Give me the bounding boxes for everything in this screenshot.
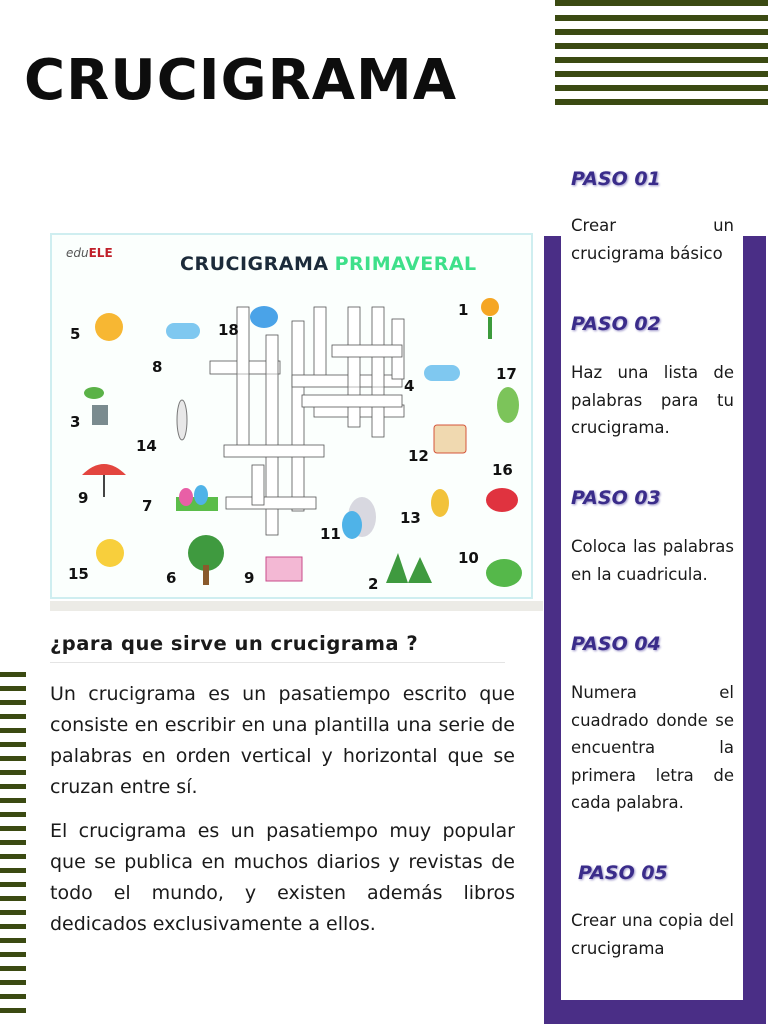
clue-number-11: 11	[320, 525, 341, 543]
step-4-text: Numera el cuadrado donde se encuentra la primera letra de cada palabra.	[571, 683, 734, 812]
edu-ele-logo: eduELE	[66, 246, 113, 260]
image-shadow	[50, 601, 543, 611]
step-2-heading: PASO 02	[571, 313, 661, 335]
steps-panel	[561, 150, 743, 1000]
page-title: CRUCIGRAMA	[24, 48, 458, 113]
crossword-image	[50, 233, 533, 599]
step-5-text: Crear una copia del crucigrama	[571, 911, 734, 958]
question-underline	[50, 662, 505, 663]
clue-number-10: 10	[458, 549, 479, 567]
clue-number-1: 1	[458, 301, 469, 319]
clue-number-13: 13	[400, 509, 421, 527]
clue-number-7: 7	[142, 497, 153, 515]
clue-number-18: 18	[218, 321, 239, 339]
clue-number-2: 2	[368, 575, 379, 593]
section-question: ¿para que sirve un crucigrama ?	[50, 632, 419, 655]
step-3-heading: PASO 03	[571, 487, 661, 509]
clue-number-9a: 9	[78, 489, 89, 507]
paragraph-2: El crucigrama es un pasatiempo muy popular que se publica en muchos diarios y revistas de todo el mundo, y existen además libros dedicados exclusivamente a ellos.	[50, 820, 515, 935]
clue-number-12: 12	[408, 447, 429, 465]
clue-number-8: 8	[152, 358, 163, 376]
clue-number-16: 16	[492, 461, 513, 479]
clue-number-9b: 9	[244, 569, 255, 587]
clue-number-5: 5	[70, 325, 81, 343]
crossword-grid	[52, 235, 531, 597]
step-4-heading: PASO 04	[571, 633, 661, 655]
clue-number-17: 17	[496, 365, 517, 383]
clue-number-6: 6	[166, 569, 177, 587]
paragraph-1: Un crucigrama es un pasatiempo escrito que consiste en escribir en una plantilla una serie de palabras en orden vertical y horizontal que se cruzan entre sí.	[50, 683, 515, 798]
clue-number-15: 15	[68, 565, 89, 583]
step-3-text: Coloca las palabras en la cuadricula.	[571, 537, 734, 584]
step-2-text: Haz una lista de palabras para tu crucigrama.	[571, 363, 734, 437]
clue-number-3: 3	[70, 413, 81, 431]
decorative-stripes-top	[555, 0, 768, 108]
step-1-text: Crear un crucigrama básico	[571, 216, 734, 263]
step-1-heading: PASO 01	[571, 168, 661, 190]
decorative-stripes-bottom	[0, 672, 26, 1022]
clue-number-14: 14	[136, 437, 157, 455]
step-5-heading: PASO 05	[578, 862, 668, 884]
crossword-title: CRUCIGRAMA PRIMAVERAL	[180, 253, 477, 275]
clue-number-4: 4	[404, 377, 415, 395]
